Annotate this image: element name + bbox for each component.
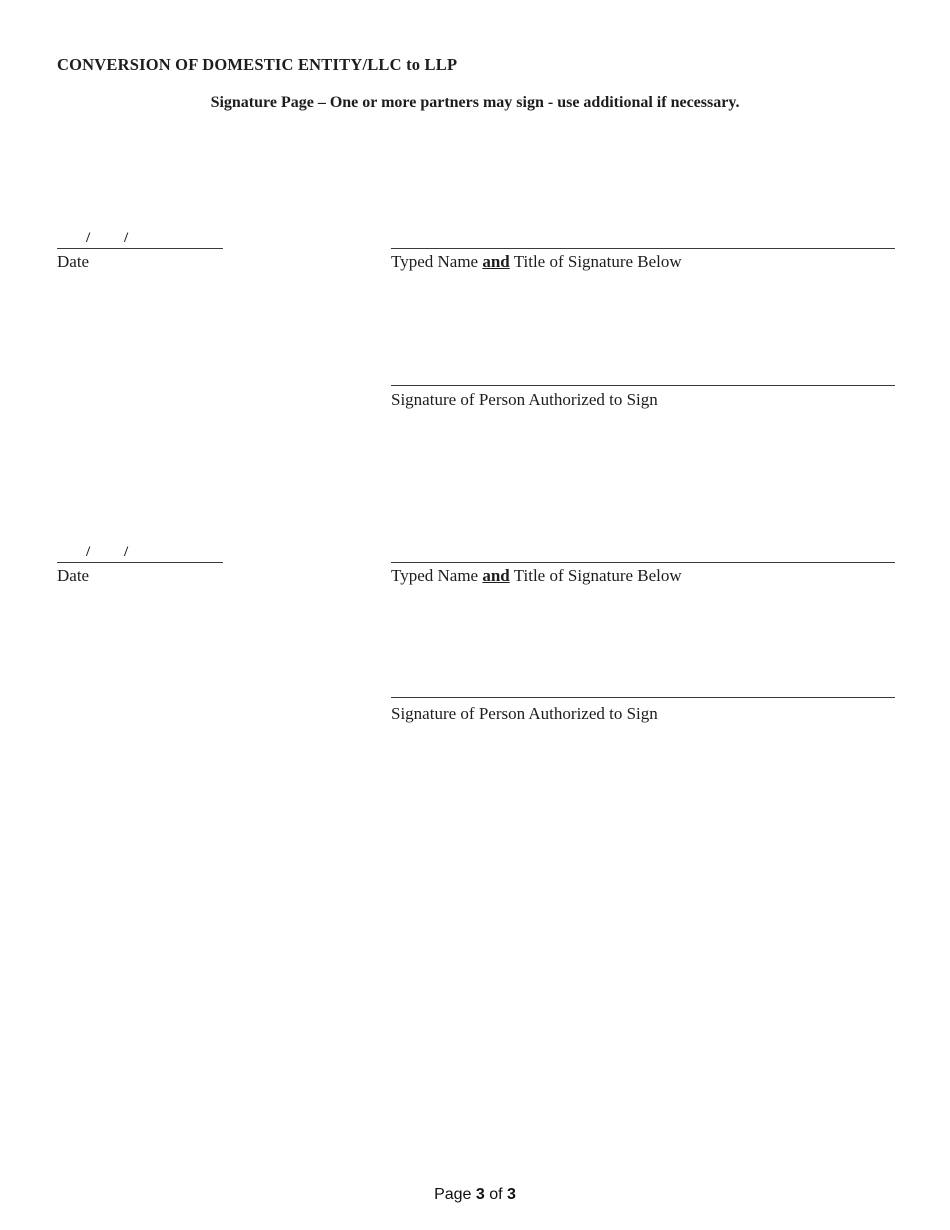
date-separator-slash: /: [124, 544, 129, 560]
date-separator-slash: /: [86, 230, 91, 246]
signature-label: Signature of Person Authorized to Sign: [391, 704, 658, 723]
date-input-line[interactable]: [57, 227, 223, 249]
date-label: Date: [57, 252, 90, 271]
typed-name-label-prefix: Typed Name: [391, 252, 483, 271]
typed-name-label-suffix: Title of Signature Below: [509, 566, 682, 585]
document-title: CONVERSION OF DOMESTIC ENTITY/LLC to LLP: [57, 55, 458, 74]
typed-name-input-line[interactable]: [391, 227, 895, 249]
typed-name-label-prefix: Typed Name: [391, 566, 483, 585]
date-separator-slash: /: [124, 230, 129, 246]
footer-of-word: of: [484, 1186, 508, 1203]
typed-name-label: [391, 252, 682, 272]
typed-name-label-and: and: [482, 566, 510, 585]
typed-name-label-suffix: Title of Signature Below: [509, 252, 682, 271]
date-separator-slash: /: [86, 544, 91, 560]
footer-page-total: 3: [507, 1186, 516, 1203]
signature-input-line[interactable]: [391, 676, 895, 698]
page-number-footer: [0, 1186, 950, 1204]
typed-name-input-line[interactable]: [391, 541, 895, 563]
footer-page-number: 3: [475, 1186, 485, 1203]
document-subtitle: Signature Page – One or more partners may sign - use additional if necessary.: [210, 94, 740, 111]
date-label: Date: [57, 566, 90, 585]
signature-label: Signature of Person Authorized to Sign: [391, 390, 658, 409]
signature-input-line[interactable]: [391, 364, 895, 386]
typed-name-label-and: and: [482, 252, 510, 271]
footer-page-word: Page: [434, 1186, 476, 1203]
typed-name-label: [391, 566, 682, 586]
date-input-line[interactable]: [57, 541, 223, 563]
